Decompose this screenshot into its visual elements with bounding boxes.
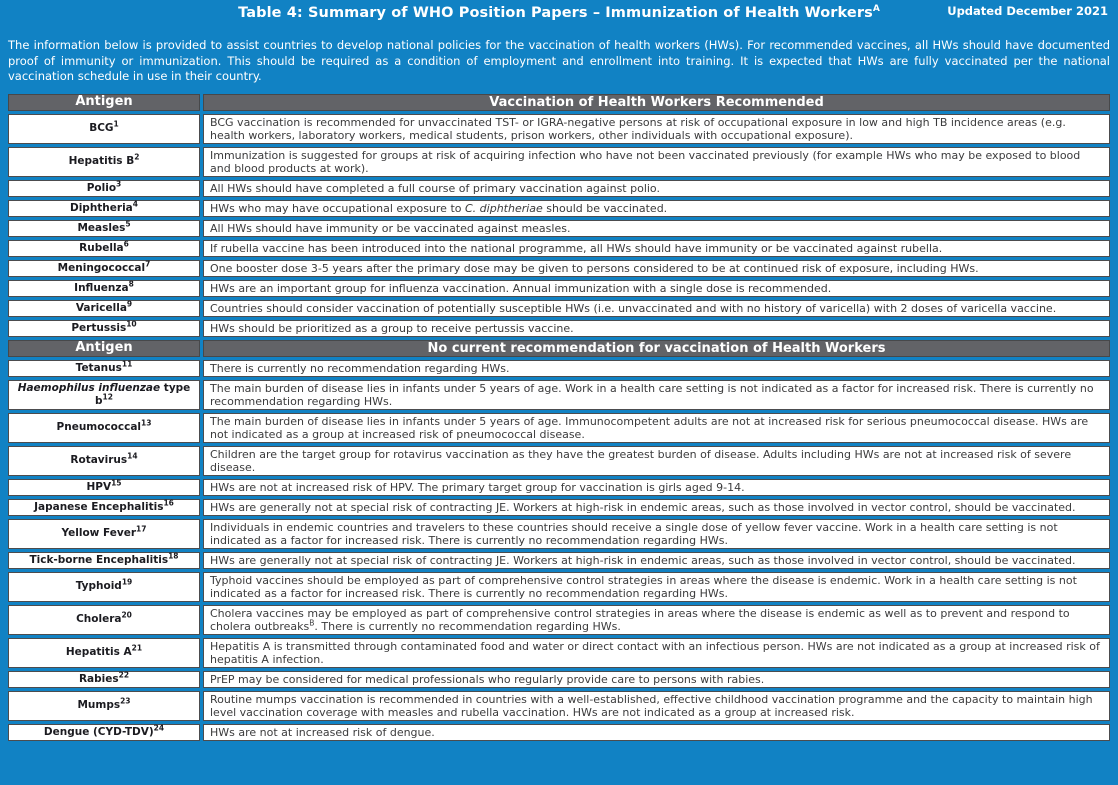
table-row — [8, 446, 1110, 476]
antigen-cell — [8, 147, 200, 177]
description-cell — [203, 552, 1110, 569]
description-text: All HWs should have immunity or be vaccinated against measles. — [210, 221, 571, 235]
antigen-label: Dengue $(CYD-TDV)^{24}$ — [43, 723, 165, 738]
description-text: HWs are generally not at special risk of contracting JE. Workers at high-risk in endemic areas, such as those involved in vector control, should be vaccinated. — [210, 500, 1076, 514]
description-cell — [203, 300, 1110, 317]
table-row — [8, 724, 1110, 741]
description-cell — [203, 220, 1110, 237]
description-text: BCG vaccination is recommended for unvaccinated TST- or IGRA-negative persons at risk of occupational exposure in low and high TB incidence areas (e.g. health workers, laboratory workers, medical students, prison workers, other individuals with occupational exposure). — [210, 115, 1066, 142]
description-text: HWs are not at increased risk of dengue. — [210, 725, 435, 739]
antigen-header-cell: Antigen — [8, 94, 200, 111]
antigen-label: Tick-borne Encephalitis$^{18}$ — [29, 551, 179, 566]
antigen-cell — [8, 114, 200, 144]
description-cell — [203, 671, 1110, 688]
description-cell — [203, 724, 1110, 741]
antigen-cell — [8, 638, 200, 668]
description-text: Routine mumps vaccination is recommended in countries with a well-established, effective childhood vaccination programme and the capacity to maintain high level vaccination coverage with measles and rubella vaccination. HWs are not indicated as a group at increased risk. — [210, 692, 1093, 719]
antigen-label: Meningococcal$^7$ — [57, 259, 151, 274]
table-row — [8, 413, 1110, 443]
antigen-cell — [8, 552, 200, 569]
description-text: If rubella vaccine has been introduced into the national programme, all HWs should have immunity or be vaccinated against rubella. — [210, 241, 943, 255]
antigen-label: Polio$^3$ — [86, 179, 122, 194]
description-text: Countries should consider vaccination of potentially susceptible HWs (i.e. unvaccinated and with no history of varicella) with 2 doses of varicella vaccine. — [210, 301, 1057, 315]
table-row — [8, 280, 1110, 297]
antigen-cell — [8, 572, 200, 602]
antigen-label: Cholera$^{20}$ — [76, 610, 132, 626]
description-cell — [203, 200, 1110, 217]
table-row — [8, 519, 1110, 549]
description-text: PrEP may be considered for medical professionals who regularly provide care to persons with rabies. — [210, 672, 765, 686]
description-text: HWs are generally not at special risk of contracting JE. Workers at high-risk in endemic areas, such as those involved in vector control, should be vaccinated. — [210, 553, 1076, 567]
table-row — [8, 671, 1110, 688]
table-row — [8, 479, 1110, 496]
table-row — [8, 180, 1110, 197]
table-row — [8, 605, 1110, 635]
description-cell — [203, 605, 1110, 635]
table-row — [8, 380, 1110, 410]
description-cell — [203, 638, 1110, 668]
antigen-cell — [8, 380, 200, 410]
antigen-cell — [8, 260, 200, 277]
description-cell — [203, 180, 1110, 197]
antigen-label: Pertussis$^{10}$ — [71, 319, 137, 334]
description-text: HWs should be prioritized as a group to receive pertussis vaccine. — [210, 321, 574, 335]
section-header-row — [8, 94, 1110, 111]
antigen-label: Diphtheria$^4$ — [69, 199, 138, 214]
antigen-cell — [8, 446, 200, 476]
antigen-label: Rabies$^{22}$ — [78, 670, 130, 685]
description-text: Typhoid vaccines should be employed as part of comprehensive control strategies in areas where the disease is endemic. Work in a health care setting is not indicated as a factor for increased risk. There is currently no recommendation regarding HWs. — [210, 573, 1077, 600]
description-text: All HWs should have completed a full course of primary vaccination against polio. — [210, 181, 660, 195]
table-row — [8, 300, 1110, 317]
description-cell — [203, 320, 1110, 337]
antigen-header-cell: Antigen — [8, 340, 200, 357]
antigen-cell — [8, 413, 200, 443]
table-row — [8, 114, 1110, 144]
updated-date-label: Updated December 2021 — [947, 4, 1108, 18]
description-text: Children are the target group for rotavirus vaccination as they have the greatest burden of disease. Adults including HWs are not at increased risk of severe disease. — [210, 447, 1072, 474]
description-text: Cholera vaccines may be employed as part of comprehensive control strategies in areas where the disease is endemic as well as to prevent and respond to cholera outbreaks$^B$. There is currently no recommendation regarding HWs. — [210, 606, 1070, 633]
antigen-label: HPV$^{15}$ — [86, 478, 122, 493]
antigen-cell — [8, 180, 200, 197]
title-bar — [0, 0, 1118, 31]
antigen-label: Influenza$^8$ — [74, 279, 134, 294]
antigen-label: Rotavirus$^{14}$ — [70, 451, 138, 467]
section-header-row — [8, 340, 1110, 357]
description-text: There is currently no recommendation regarding HWs. — [210, 361, 510, 375]
antigen-cell — [8, 220, 200, 237]
antigen-label: Measles$^5$ — [77, 219, 131, 234]
section-title-cell: No current recommendation for vaccination of Health Workers — [203, 340, 1110, 357]
description-cell — [203, 360, 1110, 377]
description-cell — [203, 519, 1110, 549]
antigen-cell — [8, 300, 200, 317]
antigen-cell — [8, 691, 200, 721]
description-cell — [203, 572, 1110, 602]
description-text: One booster dose 3-5 years after the primary dose may be given to persons considered to be at continued risk of exposure, including HWs. — [210, 261, 979, 275]
antigen-label: Typhoid$^{19}$ — [75, 577, 133, 593]
description-text: HWs are an important group for influenza vaccination. Annual immunization with a single dose is recommended. — [210, 281, 832, 295]
antigen-label: Haemophilus influenzae type $b^{12}$ — [17, 382, 191, 407]
table-row — [8, 240, 1110, 257]
description-text: HWs who may have occupational exposure to C. diphtheriae should be vaccinated. — [210, 201, 668, 215]
description-text: Immunization is suggested for groups at risk of acquiring infection who have not been vaccinated previously (for example HWs who may be exposed to blood and blood products at work). — [210, 148, 1081, 175]
antigen-cell — [8, 320, 200, 337]
description-cell — [203, 114, 1110, 144]
antigen-cell — [8, 519, 200, 549]
table-row — [8, 260, 1110, 277]
antigen-cell — [8, 280, 200, 297]
section-title-cell: Vaccination of Health Workers Recommended — [203, 94, 1110, 111]
antigen-label: Varicella$^9$ — [75, 299, 133, 314]
description-cell — [203, 147, 1110, 177]
antigen-label: Hepatitis $A^{21}$ — [65, 643, 143, 659]
description-cell — [203, 280, 1110, 297]
page-title-text: Table 4: Summary of WHO Position Papers – Immunization of Health Workers — [238, 5, 873, 21]
description-cell — [203, 260, 1110, 277]
description-text: The main burden of disease lies in infants under 5 years of age. Immunocompetent adults are not at increased risk for serious pneumococcal disease. HWs are not indicated as a group at increased risk of pneumococcal disease. — [210, 414, 1089, 441]
table-row — [8, 220, 1110, 237]
immunization-table — [8, 94, 1110, 741]
antigen-label: Pneumococcal$^{13}$ — [56, 418, 152, 434]
table-row — [8, 552, 1110, 569]
page-title-superscript: A — [872, 4, 880, 15]
antigen-cell — [8, 240, 200, 257]
antigen-cell — [8, 200, 200, 217]
table-row — [8, 360, 1110, 377]
table-row — [8, 200, 1110, 217]
description-text: Individuals in endemic countries and travelers to these countries should receive a single dose of yellow fever vaccine. Work in a health care setting is not indicated as a factor for increased risk. There is currently no recommendation regarding HWs. — [210, 520, 1058, 547]
description-cell — [203, 446, 1110, 476]
antigen-label: Tetanus$^{11}$ — [75, 359, 133, 374]
antigen-label: Mumps$^{23}$ — [77, 696, 131, 712]
antigen-label: Yellow Fever$^{17}$ — [61, 524, 147, 540]
description-cell — [203, 499, 1110, 516]
table-row — [8, 638, 1110, 668]
antigen-cell — [8, 671, 200, 688]
antigen-label: Hepatitis $B^2$ — [68, 152, 140, 168]
table-row — [8, 691, 1110, 721]
description-text: The main burden of disease lies in infants under 5 years of age. Work in a health care setting is not indicated as a factor for increased risk. There is currently no recommendation regarding HWs. — [210, 381, 1094, 408]
description-cell — [203, 479, 1110, 496]
antigen-label: Rubella$^6$ — [79, 239, 129, 254]
antigen-cell — [8, 605, 200, 635]
antigen-cell — [8, 724, 200, 741]
description-cell — [203, 691, 1110, 721]
description-cell — [203, 380, 1110, 410]
antigen-cell — [8, 360, 200, 377]
antigen-label: BCG$^1$ — [89, 119, 119, 135]
table-row — [8, 499, 1110, 516]
description-text: HWs are not at increased risk of HPV. The primary target group for vaccination is girls aged 9-14. — [210, 480, 745, 494]
intro-paragraph: The information below is provided to assist countries to develop national policies for the vaccination of health workers (HWs). For recommended vaccines, all HWs should have documented proof of immunity or immunization. This should be required as a condition of employment and enrollment into training. It is expected that HWs are fully vaccinated per the national vaccination schedule in use in their country. — [8, 38, 1110, 83]
description-cell — [203, 240, 1110, 257]
table-row — [8, 320, 1110, 337]
description-cell — [203, 413, 1110, 443]
antigen-label: Japanese Encephalitis$^{16}$ — [34, 498, 174, 513]
antigen-cell — [8, 499, 200, 516]
description-text: Hepatitis A is transmitted through contaminated food and water or direct contact with an infectious person. HWs are not indicated as a group at increased risk of hepatitis A infection. — [210, 639, 1100, 666]
table-row — [8, 147, 1110, 177]
antigen-cell — [8, 479, 200, 496]
table-row — [8, 572, 1110, 602]
